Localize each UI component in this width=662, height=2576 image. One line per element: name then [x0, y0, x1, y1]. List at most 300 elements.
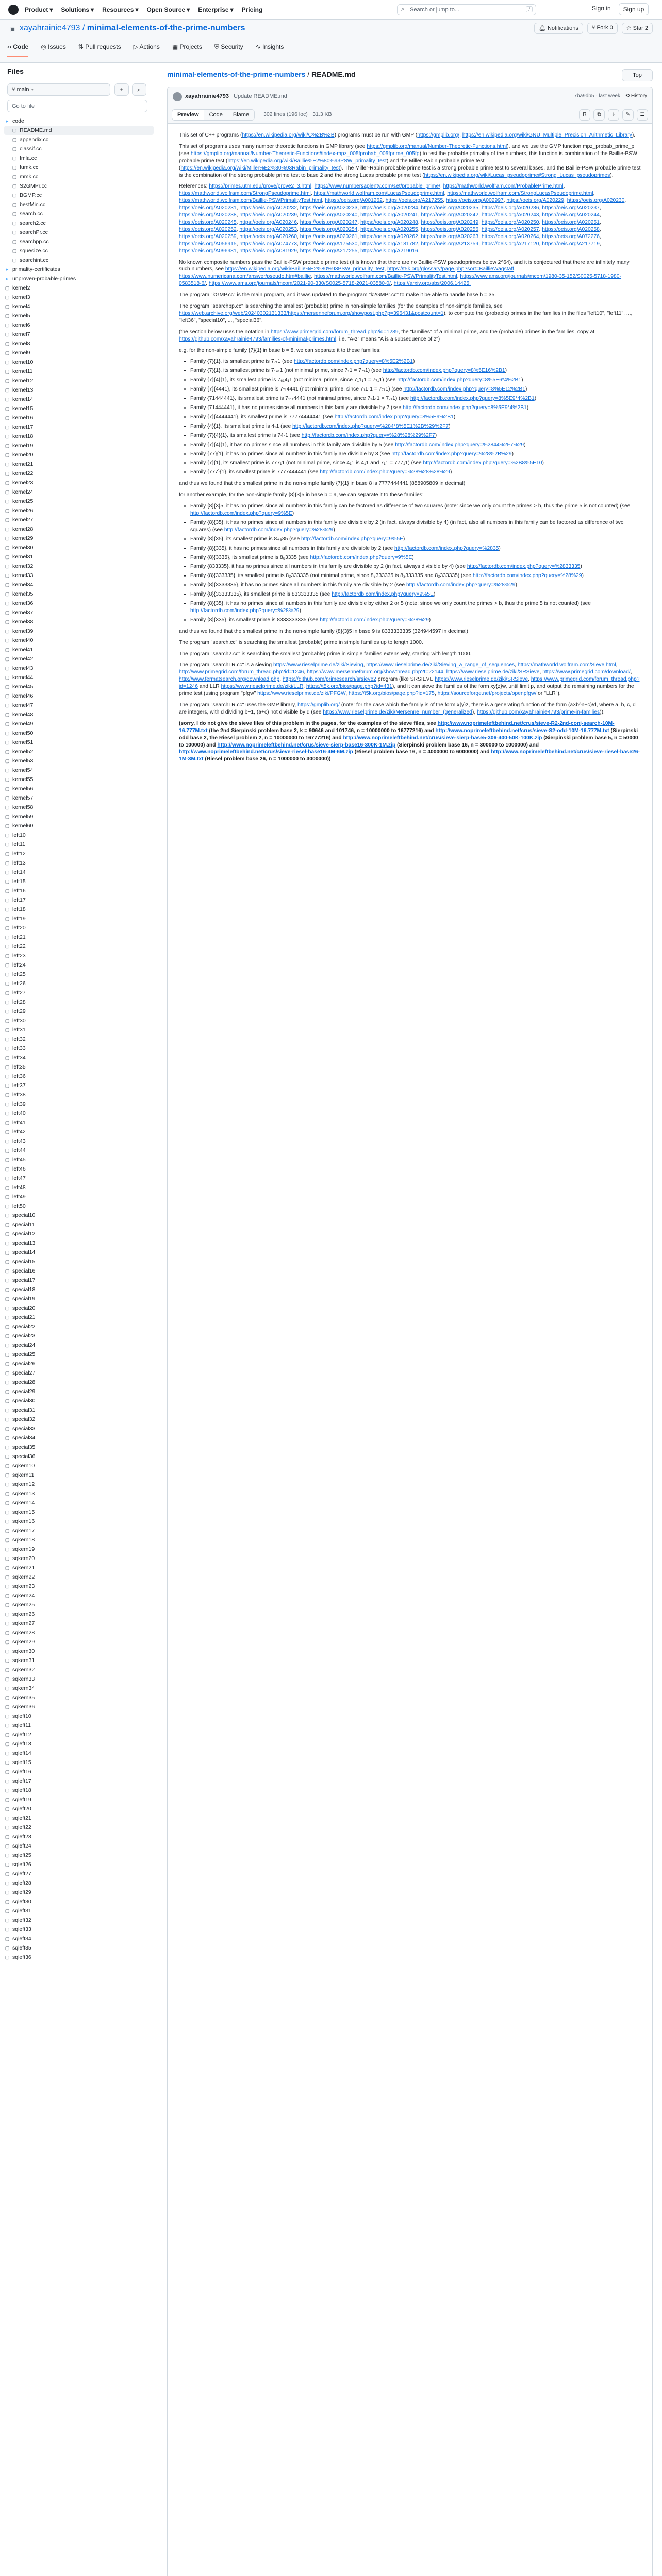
readme-link[interactable]: https://en.wikipedia.org/wiki/Baillie%E2%80%93PSW_primality_test	[225, 266, 385, 273]
tree-file[interactable]	[4, 330, 154, 339]
readme-link[interactable]: http://factordb.com/index.php?query=%2844%2F7%29	[395, 442, 524, 448]
tree-file[interactable]	[4, 311, 154, 320]
tree-file[interactable]	[4, 1888, 154, 1897]
tree-file[interactable]	[4, 1517, 154, 1526]
global-search-input[interactable]	[397, 4, 536, 15]
tree-file[interactable]	[4, 293, 154, 302]
tree-file[interactable]	[4, 1415, 154, 1424]
tree-file[interactable]	[4, 784, 154, 793]
readme-link[interactable]: https://oeis.org/A074773	[239, 241, 297, 247]
tree-file[interactable]	[4, 1591, 154, 1600]
tree-file[interactable]	[4, 1674, 154, 1684]
readme-link[interactable]: https://en.wikipedia.org/wiki/Lucas_pseudoprime#Strong_Lucas_pseudoprimes	[424, 172, 610, 178]
tree-file[interactable]	[4, 1378, 154, 1387]
readme-link[interactable]: https://oeis.org/A020239	[239, 212, 297, 218]
readme-link[interactable]: https://primes.utm.edu/prove/prove2_3.html	[209, 183, 311, 190]
tab-insights[interactable]: ∿ Insights	[256, 43, 284, 57]
tree-file[interactable]	[4, 1322, 154, 1331]
nav-item-open-source[interactable]: Open Source ▾	[146, 6, 190, 13]
tab-code[interactable]: ‹› Code	[7, 43, 28, 57]
tree-file[interactable]	[4, 1118, 154, 1127]
tree-file[interactable]	[4, 1137, 154, 1146]
tree-file[interactable]	[4, 1823, 154, 1832]
readme-link[interactable]: https://gmplib.org/manual/Number-Theoretic-Functions.html	[367, 143, 507, 149]
tab-pull-requests[interactable]: ⇅ Pull requests	[78, 43, 121, 57]
tree-file[interactable]	[4, 432, 154, 441]
repo-owner-link[interactable]: xayahrainie4793	[20, 24, 80, 32]
tree-file[interactable]	[4, 710, 154, 719]
tree-file[interactable]	[4, 1192, 154, 1201]
fork-button[interactable]: ⑂ Fork 0	[587, 23, 618, 34]
tree-file[interactable]	[4, 497, 154, 506]
tree-file[interactable]	[4, 1582, 154, 1591]
readme-link[interactable]: http://factordb.com/index.php?query=%28%29	[472, 573, 582, 579]
tree-file[interactable]	[4, 1730, 154, 1739]
readme-link[interactable]: https://oeis.org/A219016.	[360, 248, 420, 254]
tree-file[interactable]	[4, 1016, 154, 1025]
readme-link[interactable]: https://oeis.org/A020231	[179, 205, 237, 211]
readme-link[interactable]: https://oeis.org/A020245	[179, 219, 237, 225]
tree-file[interactable]	[4, 701, 154, 710]
readme-link[interactable]: http://factordb.com/index.php?query=8%5E6*4%2B1	[397, 377, 522, 383]
tree-file[interactable]	[4, 367, 154, 376]
readme-link[interactable]: https://www.ams.org/journals/mcom/2021-90-330/S0025-5718-2021-03580-0/	[208, 281, 391, 287]
readme-link[interactable]: http://factordb.com/index.php?query=%2835	[394, 545, 499, 551]
tree-file[interactable]	[4, 126, 154, 135]
readme-link[interactable]: https://oeis.org/A020258	[542, 226, 600, 232]
list-icon[interactable]: ☰	[637, 109, 648, 121]
readme-link[interactable]: https://www.rieselprime.de/ziki/PFGW	[257, 691, 346, 697]
readme-link[interactable]: https://sourceforge.net/projects/openpfgw/	[437, 691, 537, 697]
tree-file[interactable]	[4, 1099, 154, 1109]
tree-file[interactable]	[4, 1767, 154, 1776]
readme-link[interactable]: http://www.noprimeleftbehind.net/crus/sieve-riesel-base26-1M-3M.txt	[179, 749, 640, 762]
tree-file[interactable]	[4, 905, 154, 914]
readme-link[interactable]: http://factordb.com/index.php?query=9%5E	[332, 591, 434, 598]
readme-link[interactable]: https://oeis.org/A020242	[421, 212, 479, 218]
tree-file[interactable]	[4, 617, 154, 626]
readme-link[interactable]: http://factordb.com/index.php?query=8%5E2%2B1	[294, 359, 413, 365]
tree-file[interactable]	[4, 1155, 154, 1164]
readme-link[interactable]: https://oeis.org/A020238	[179, 212, 237, 218]
tree-file[interactable]	[4, 200, 154, 209]
readme-link[interactable]: https://oeis.org/A020263	[421, 233, 479, 240]
tree-file[interactable]	[4, 571, 154, 580]
readme-link[interactable]: https://www.primegrid.com/forum_thread.php?id=1289	[271, 329, 399, 335]
sign-in-link[interactable]: Sign in	[592, 5, 611, 12]
readme-link[interactable]: https://www.rieselprime.de/ziki/SRSieve	[446, 669, 540, 675]
readme-link[interactable]: https://oeis.org/A020234	[360, 205, 418, 211]
tree-file[interactable]	[4, 422, 154, 432]
tree-file[interactable]	[4, 1878, 154, 1888]
readme-link[interactable]: https://mathworld.wolfram.com/Baillie-PSWPrimalityTest.html	[179, 198, 322, 204]
tree-file[interactable]	[4, 868, 154, 877]
tree-file[interactable]	[4, 1739, 154, 1749]
tree-file[interactable]	[4, 654, 154, 664]
readme-link[interactable]: https://www.rieselprime.de/ziki/Sieving	[273, 662, 363, 668]
readme-link[interactable]: http://factordb.com/index.php?query=9%5E	[190, 510, 292, 516]
breadcrumb-repo-link[interactable]: minimal-elements-of-the-prime-numbers	[167, 70, 306, 78]
readme-link[interactable]: https://oeis.org/A020247	[300, 219, 358, 225]
readme-link[interactable]: https://oeis.org/A020252	[179, 226, 237, 232]
tree-file[interactable]	[4, 1600, 154, 1609]
tree-file[interactable]	[4, 1266, 154, 1276]
tree-file[interactable]	[4, 580, 154, 589]
commit-meta[interactable]: 7ba9db5 · last week	[574, 93, 620, 99]
tree-file[interactable]	[4, 506, 154, 515]
readme-link[interactable]: https://oeis.org/A020264	[481, 233, 539, 240]
tree-file[interactable]	[4, 1637, 154, 1647]
readme-link[interactable]: http://www.noprimeleftbehind.net/crus/sieve-sierp-base16-300K-1M.zip	[217, 742, 396, 748]
readme-link[interactable]: https://oeis.org/A002997	[446, 198, 504, 204]
tree-file[interactable]	[4, 385, 154, 395]
tree-file[interactable]	[4, 951, 154, 960]
tree-file[interactable]	[4, 181, 154, 191]
readme-link[interactable]: https://oeis.org/A020248	[360, 219, 418, 225]
tree-file[interactable]	[4, 1535, 154, 1545]
readme-link[interactable]: https://oeis.org/A020237	[542, 205, 600, 211]
tree-file[interactable]	[4, 1461, 154, 1470]
tab-issues[interactable]: ◎ Issues	[41, 43, 66, 57]
readme-link[interactable]: https://www.primegrid.com/forum_thread.php?id=1246	[179, 676, 640, 690]
tree-file[interactable]	[4, 1480, 154, 1489]
readme-link[interactable]: https://oeis.org/A020235	[421, 205, 479, 211]
readme-link[interactable]: https://oeis.org/A175530	[300, 241, 358, 247]
readme-link[interactable]: https://www.rieselprime.de/ziki/LLR	[221, 684, 304, 690]
readme-link[interactable]: https://oeis.org/A213759	[421, 241, 479, 247]
tree-file[interactable]	[4, 1814, 154, 1823]
tree-file[interactable]	[4, 1303, 154, 1313]
readme-link[interactable]: https://oeis.org/A217719	[542, 241, 600, 247]
tree-file[interactable]	[4, 1851, 154, 1860]
readme-link[interactable]: http://www.noprimeleftbehind.net/crus/sieve-sierp-base5-306-400-50K-100K.zip	[343, 735, 542, 741]
tree-file[interactable]	[4, 1684, 154, 1693]
tree-file[interactable]	[4, 1248, 154, 1257]
tree-file[interactable]	[4, 302, 154, 311]
tree-file[interactable]	[4, 404, 154, 413]
readme-link[interactable]: http://www.primegrid.com/forum_thread.php?id=1246	[179, 669, 304, 675]
readme-link[interactable]: http://factordb.com/index.php?query=%28%29	[320, 617, 429, 623]
tree-file[interactable]	[4, 1443, 154, 1452]
tab-actions[interactable]: ▷ Actions	[134, 43, 160, 57]
tree-file[interactable]	[4, 960, 154, 970]
tree-file[interactable]	[4, 1081, 154, 1090]
tree-file[interactable]	[4, 135, 154, 144]
readme-link[interactable]: https://en.wikipedia.org/wiki/GNU_Multiple_Precision_Arithmetic_Library	[462, 132, 632, 138]
tree-file[interactable]	[4, 1452, 154, 1461]
tree-file[interactable]	[4, 1313, 154, 1322]
tree-file[interactable]	[4, 534, 154, 543]
tree-file[interactable]	[4, 970, 154, 979]
readme-link[interactable]: https://www.ams.org/journals/mcom/1980-35-152/S0025-5718-1980-0583518-6/	[179, 274, 621, 287]
readme-link[interactable]: http://factordb.com/index.php?query=%28%29	[406, 582, 516, 588]
tree-file[interactable]	[4, 562, 154, 571]
tree-file[interactable]	[4, 1693, 154, 1702]
readme-link[interactable]: http://www.noprimeleftbehind.net/crus/sieve-riesel-base16-4M-6M.zip	[179, 749, 353, 755]
tree-file[interactable]	[4, 803, 154, 812]
tree-file[interactable]	[4, 1619, 154, 1628]
tree-file[interactable]	[4, 1897, 154, 1906]
readme-link[interactable]: https://www.rieselprime.de/ziki/Sieving_a_range_of_sequences	[366, 662, 515, 668]
readme-link[interactable]: https://oeis.org/A020241	[360, 212, 418, 218]
tree-file[interactable]	[4, 1526, 154, 1535]
tree-file[interactable]	[4, 1201, 154, 1211]
readme-link[interactable]: https://oeis.org/A020257	[481, 226, 539, 232]
preview-tab[interactable]: Preview	[172, 110, 204, 120]
readme-link[interactable]: http://www.fermatsearch.org/download.php	[179, 676, 280, 683]
readme-link[interactable]: https://en.wikipedia.org/wiki/Baillie%E2%80%93PSW_primality_test	[227, 158, 387, 164]
tree-file[interactable]	[4, 1396, 154, 1405]
tree-file[interactable]	[4, 942, 154, 951]
readme-link[interactable]: https://oeis.org/A020244	[542, 212, 600, 218]
tree-file[interactable]	[4, 636, 154, 645]
tree-file[interactable]	[4, 1359, 154, 1368]
tree-file[interactable]	[4, 460, 154, 469]
tree-file[interactable]	[4, 691, 154, 701]
blame-tab[interactable]: Blame	[228, 110, 254, 120]
tree-folder[interactable]	[4, 116, 154, 126]
search-files-button[interactable]: ⌕	[132, 83, 146, 96]
tree-file[interactable]	[4, 469, 154, 478]
tree-file[interactable]	[4, 1007, 154, 1016]
readme-link[interactable]: https://oeis.org/A020251	[542, 219, 600, 225]
tree-file[interactable]	[4, 1943, 154, 1953]
tree-file[interactable]	[4, 1711, 154, 1721]
tree-file[interactable]	[4, 914, 154, 923]
tree-file[interactable]	[4, 1164, 154, 1174]
readme-link[interactable]: http://factordb.com/index.php?query=%2833335	[467, 564, 581, 570]
tree-file[interactable]	[4, 1758, 154, 1767]
tree-file[interactable]	[4, 775, 154, 784]
tree-file[interactable]	[4, 191, 154, 200]
tree-file[interactable]	[4, 645, 154, 654]
tree-file[interactable]	[4, 1368, 154, 1378]
readme-link[interactable]: http://factordb.com/index.php?query=%28%29	[224, 527, 334, 533]
raw-icon[interactable]: R	[579, 109, 590, 121]
edit-icon[interactable]: ✎	[622, 109, 634, 121]
readme-link[interactable]: https://oeis.org/A020243	[481, 212, 539, 218]
readme-link[interactable]: https://oeis.org/A081929	[239, 248, 297, 254]
tree-file[interactable]	[4, 237, 154, 246]
sign-up-button[interactable]: Sign up	[619, 3, 649, 15]
tree-file[interactable]	[4, 1433, 154, 1443]
readme-link[interactable]: https://oeis.org/A096981	[179, 248, 237, 254]
tree-file[interactable]	[4, 218, 154, 228]
readme-link[interactable]: https://gmplib.org/manual/Number-Theoretic-Functions#index-mpz_005fprobab_005fprime_005fp	[190, 150, 420, 157]
tree-file[interactable]	[4, 1795, 154, 1804]
tree-file[interactable]	[4, 608, 154, 617]
tree-file[interactable]	[4, 450, 154, 460]
tree-file[interactable]	[4, 1109, 154, 1118]
tree-file[interactable]	[4, 923, 154, 933]
tree-file[interactable]	[4, 395, 154, 404]
tree-file[interactable]	[4, 1257, 154, 1266]
tree-file[interactable]	[4, 1489, 154, 1498]
tree-file[interactable]	[4, 849, 154, 858]
readme-link[interactable]: https://oeis.org/A181782	[360, 241, 418, 247]
top-button[interactable]: Top	[622, 69, 653, 81]
tree-file[interactable]	[4, 1507, 154, 1517]
tree-file[interactable]	[4, 358, 154, 367]
readme-link[interactable]: http://factordb.com/index.php?query=%28%2B%29	[391, 451, 512, 457]
readme-link[interactable]: http://factordb.com/index.php?query=%2B8%5E10	[423, 460, 542, 466]
tree-file[interactable]	[4, 1229, 154, 1239]
readme-link[interactable]: https://oeis.org/A020253	[239, 226, 297, 232]
tree-file[interactable]	[4, 1572, 154, 1582]
tree-file[interactable]	[4, 515, 154, 524]
tree-file[interactable]	[4, 626, 154, 636]
readme-link[interactable]: http://factordb.com/index.php?query=8%5E9%2B1	[334, 414, 454, 420]
nav-item-pricing[interactable]: Pricing	[241, 6, 263, 13]
readme-link[interactable]: http://factordb.com/index.php?query=%28%28%29%2F7	[301, 432, 435, 438]
tree-file[interactable]	[4, 524, 154, 534]
readme-link[interactable]: http://factordb.com/index.php?query=9%5E	[301, 536, 403, 542]
tree-file[interactable]	[4, 997, 154, 1007]
tree-file[interactable]	[4, 144, 154, 154]
tree-file[interactable]	[4, 163, 154, 172]
tree-file[interactable]	[4, 738, 154, 747]
readme-link[interactable]: http://factordb.com/index.php?query=%28%28%28%29	[320, 469, 451, 476]
tree-file[interactable]	[4, 1424, 154, 1433]
readme-link[interactable]: https://oeis.org/A020232	[239, 205, 297, 211]
tree-file[interactable]	[4, 1869, 154, 1878]
tree-file[interactable]	[4, 840, 154, 849]
tree-file[interactable]	[4, 979, 154, 988]
history-link[interactable]: ⟲ History	[625, 93, 647, 99]
tree-file[interactable]	[4, 858, 154, 868]
tree-file[interactable]	[4, 1276, 154, 1285]
tree-file[interactable]	[4, 766, 154, 775]
code-tab[interactable]: Code	[204, 110, 228, 120]
tree-folder[interactable]	[4, 265, 154, 274]
tree-file[interactable]	[4, 673, 154, 682]
readme-link[interactable]: https://www.mersenneforum.org/showthread.php?t=22144	[307, 669, 443, 675]
readme-link[interactable]: https://oeis.org/A020230	[567, 198, 625, 204]
tree-file[interactable]	[4, 1350, 154, 1359]
tree-file[interactable]	[4, 246, 154, 256]
readme-link[interactable]: https://www.numericana.com/answer/pseudo.htm#baillie	[179, 274, 311, 280]
readme-link[interactable]: https://en.wikipedia.org/wiki/Miller%E2%80%93Rabin_primality_test	[180, 165, 340, 171]
tree-file[interactable]	[4, 552, 154, 562]
tree-file[interactable]	[4, 933, 154, 942]
tree-file[interactable]	[4, 154, 154, 163]
tree-file[interactable]	[4, 831, 154, 840]
readme-link[interactable]: https://en.wikipedia.org/wiki/C%2B%2B	[242, 132, 335, 138]
star-button[interactable]: ☆ Star 2	[622, 23, 653, 34]
readme-link[interactable]: https://mathworld.wolfram.com/LucasPseudoprime.html	[313, 191, 444, 197]
commit-author[interactable]: xayahrainie4793	[185, 93, 229, 99]
tab-security[interactable]: ⛨ Security	[214, 43, 243, 57]
readme-link[interactable]: https://oeis.org/A020250	[481, 219, 539, 225]
tree-file[interactable]	[4, 320, 154, 330]
readme-link[interactable]: https://gmplib.org/	[297, 702, 340, 708]
tree-file[interactable]	[4, 1470, 154, 1480]
readme-link[interactable]: https://oeis.org/A001262	[325, 198, 383, 204]
tree-file[interactable]	[4, 682, 154, 691]
readme-link[interactable]: https://oeis.org/A217120	[481, 241, 539, 247]
tree-file[interactable]	[4, 348, 154, 358]
readme-link[interactable]: http://www.noprimeleftbehind.net/crus/sieve-R2-2nd-conj-search-10M-16.777M.txt	[179, 720, 615, 734]
tree-file[interactable]	[4, 1628, 154, 1637]
tree-file[interactable]	[4, 413, 154, 422]
tree-file[interactable]	[4, 376, 154, 385]
readme-link[interactable]: https://github.com/xayahrainie4793/families-of-minimal-primes.html	[179, 336, 337, 342]
tree-file[interactable]	[4, 228, 154, 237]
readme-link[interactable]: https://oeis.org/A020254	[300, 226, 358, 232]
readme-link[interactable]: https://t5k.org/bios/page.php?id=431	[306, 684, 392, 690]
readme-link[interactable]: http://factordb.com/index.php?query=%284*8%5E1%2B%29%2F7	[292, 423, 449, 429]
tree-file[interactable]	[4, 1174, 154, 1183]
tree-file[interactable]	[4, 1294, 154, 1303]
tree-file[interactable]	[4, 1647, 154, 1656]
readme-link[interactable]: https://mathworld.wolfram.com/StrongPseudoprime.html	[179, 191, 311, 197]
copy-icon[interactable]: ⧉	[593, 109, 605, 121]
readme-link[interactable]: https://oeis.org/A020261	[300, 233, 358, 240]
tree-file[interactable]	[4, 1665, 154, 1674]
readme-link[interactable]: http://factordb.com/index.php?query=%28%29	[190, 607, 300, 614]
tab-projects[interactable]: ▦ Projects	[172, 43, 202, 57]
readme-link[interactable]: https://www.numbersaplenty.com/set/probable_prime/	[314, 183, 440, 190]
tree-file[interactable]	[4, 1062, 154, 1072]
tree-file[interactable]	[4, 719, 154, 728]
readme-link[interactable]: https://oeis.org/A020229	[506, 198, 565, 204]
nav-item-resources[interactable]: Resources ▾	[102, 6, 139, 13]
tree-file[interactable]	[4, 1934, 154, 1943]
tree-folder[interactable]	[4, 274, 154, 283]
commit-message[interactable]: Update README.md	[234, 93, 287, 99]
readme-link[interactable]: https://mathworld.wolfram.com/Sieve.html	[517, 662, 616, 668]
tree-file[interactable]	[4, 283, 154, 293]
tree-file[interactable]	[4, 1183, 154, 1192]
tree-file[interactable]	[4, 1211, 154, 1220]
tree-file[interactable]	[4, 1609, 154, 1619]
tree-file[interactable]	[4, 988, 154, 997]
tree-file[interactable]	[4, 1545, 154, 1554]
tree-file[interactable]	[4, 1721, 154, 1730]
tree-file[interactable]	[4, 589, 154, 599]
readme-link[interactable]: http://factordb.com/index.php?query=8%5E16%2B1	[383, 368, 505, 374]
tree-file[interactable]	[4, 1786, 154, 1795]
tree-file[interactable]	[4, 209, 154, 218]
tree-file[interactable]	[4, 599, 154, 608]
tree-file[interactable]	[4, 1498, 154, 1507]
tree-file[interactable]	[4, 664, 154, 673]
readme-link[interactable]: https://mathworld.wolfram.com/ProbablePrime.html	[443, 183, 564, 190]
readme-link[interactable]: http://factordb.com/index.php?query=8%5E9*4%2B1	[403, 405, 527, 411]
readme-link[interactable]: http://factordb.com/index.php?query=8%5E12%2B1	[403, 386, 526, 393]
notifications-button[interactable]: 🔔︎ Notifications	[534, 23, 583, 34]
tree-file[interactable]	[4, 1860, 154, 1869]
readme-link[interactable]: http://www.noprimeleftbehind.net/crus/sieve-S2-odd-10M-16.777M.txt	[435, 727, 609, 734]
tree-file[interactable]	[4, 1331, 154, 1341]
download-icon[interactable]: ⤓	[608, 109, 619, 121]
readme-link[interactable]: https://www.rieselprime.de/ziki/SRSieve	[435, 676, 528, 683]
tree-file[interactable]	[4, 793, 154, 803]
tree-file[interactable]	[4, 1090, 154, 1099]
readme-link[interactable]: https://www.rieselprime.de/ziki/Mersenne_number_(generalized	[323, 709, 472, 715]
tree-file[interactable]	[4, 1341, 154, 1350]
tree-file[interactable]	[4, 1925, 154, 1934]
tree-file[interactable]	[4, 1127, 154, 1137]
tree-file[interactable]	[4, 1749, 154, 1758]
nav-item-product[interactable]: Product ▾	[25, 6, 53, 13]
tree-file[interactable]	[4, 1916, 154, 1925]
readme-link[interactable]: https://arxiv.org/abs/2006.14425.	[393, 281, 471, 287]
readme-link[interactable]: https://oeis.org/A020246	[239, 219, 297, 225]
readme-link[interactable]: https://oeis.org/A020255	[360, 226, 418, 232]
readme-link[interactable]: https://oeis.org/A020240	[300, 212, 358, 218]
tree-file[interactable]	[4, 812, 154, 821]
